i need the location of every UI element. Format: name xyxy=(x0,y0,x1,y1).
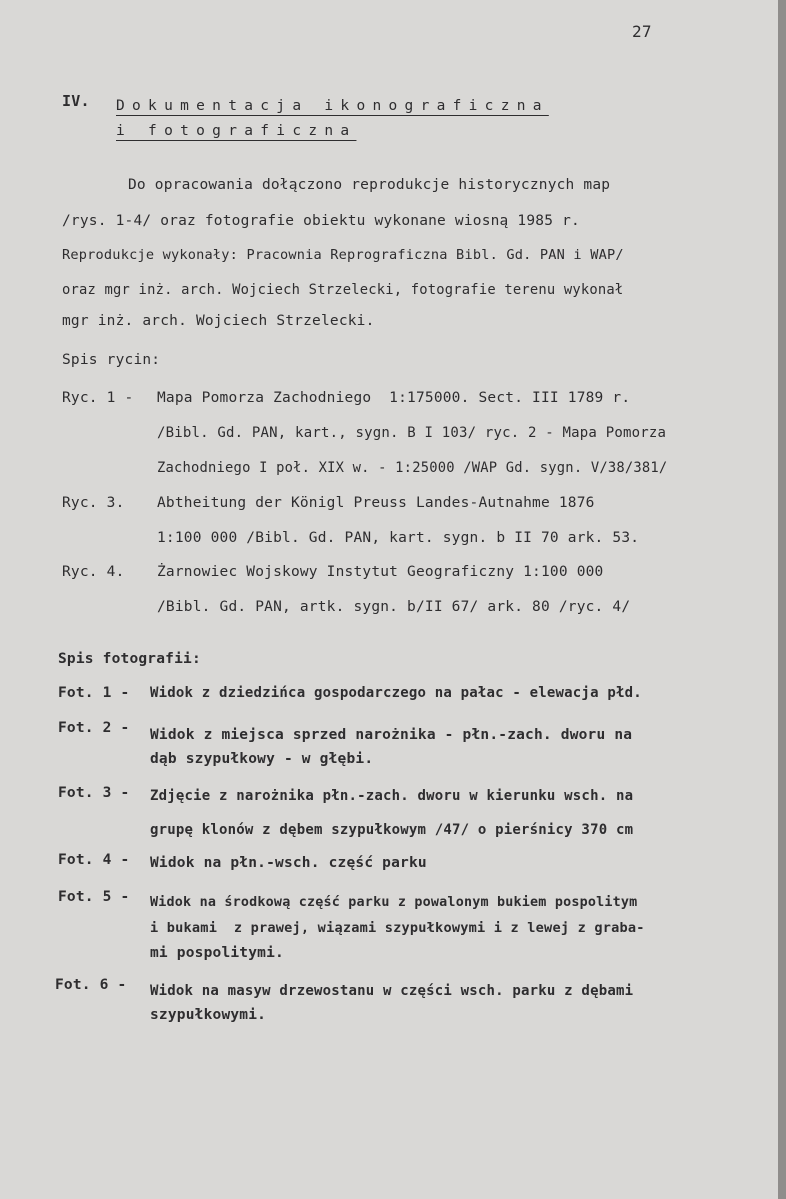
section-numeral: IV. xyxy=(62,92,90,110)
figure-description: Mapa Pomorza Zachodniego 1:175000. Sect. III 1789 r. xyxy=(157,390,631,406)
figure-description: /Bibl. Gd. PAN, artk. sygn. b/II 67/ ark. 80 /ryc. 4/ xyxy=(157,599,631,615)
figure-description: Abtheitung der Königl Preuss Landes-Autnahme 1876 xyxy=(157,495,595,511)
photo-description: Widok na płn.-wsch. część parku xyxy=(150,855,427,871)
photo-description: Zdjęcie z narożnika płn.-zach. dworu w kierunku wsch. na xyxy=(150,788,634,804)
figure-label: Ryc. 4. xyxy=(62,564,125,580)
figure-description: 1:100 000 /Bibl. Gd. PAN, kart. sygn. b II 70 ark. 53. xyxy=(157,530,640,546)
intro-line: Do opracowania dołączono reprodukcje historycznych map xyxy=(128,177,611,193)
photo-description: grupę klonów z dębem szypułkowym /47/ o pierśnicy 370 cm xyxy=(150,822,634,838)
intro-line: oraz mgr inż. arch. Wojciech Strzelecki, fotografie terenu wykonał xyxy=(62,282,624,298)
photo-description: i bukami z prawej, wiązami szypułkowymi i z lewej z graba- xyxy=(150,920,645,936)
photo-label: Fot. 2 - xyxy=(58,720,130,736)
photo-label: Fot. 1 - xyxy=(58,685,130,701)
photo-description: mi pospolitymi. xyxy=(150,945,284,961)
intro-line: mgr inż. arch. Wojciech Strzelecki. xyxy=(62,313,375,329)
photo-description: Widok z dziedzińca gospodarczego na pałac - elewacja płd. xyxy=(150,685,642,701)
section-heading-line1: Dokumentacja ikonograficzna xyxy=(116,98,549,114)
photo-description: dąb szypułkowy - w głębi. xyxy=(150,751,374,767)
photo-description: Widok na masyw drzewostanu w części wsch. parku z dębami xyxy=(150,983,634,999)
photo-description: szypułkowymi. xyxy=(150,1007,267,1023)
photo-description: Widok z miejsca sprzed narożnika - płn.-zach. dworu na xyxy=(150,727,633,743)
scan-edge xyxy=(778,0,786,1199)
figure-description: Żarnowiec Wojskowy Instytut Geograficzny 1:100 000 xyxy=(157,564,604,580)
photo-description: Widok na środkową część parku z powalonym bukiem pospolitym xyxy=(150,895,638,910)
photo-label: Fot. 4 - xyxy=(58,852,130,868)
section-heading-line2: i fotograficzna xyxy=(116,123,357,139)
intro-line: Reprodukcje wykonały: Pracownia Reprograficzna Bibl. Gd. PAN i WAP/ xyxy=(62,247,624,263)
page-number: 27 xyxy=(632,22,652,41)
figure-label: Ryc. 1 - xyxy=(62,390,134,406)
figures-title: Spis rycin: xyxy=(62,352,161,368)
figure-description: Zachodniego I poł. XIX w. - 1:25000 /WAP Gd. sygn. V/38/381/ xyxy=(157,460,668,476)
photos-title: Spis fotografii: xyxy=(58,651,201,667)
figure-description: /Bibl. Gd. PAN, kart., sygn. B I 103/ ryc. 2 - Mapa Pomorza xyxy=(157,425,667,441)
figure-label: Ryc. 3. xyxy=(62,495,125,511)
intro-line: /rys. 1-4/ oraz fotografie obiektu wykonane wiosną 1985 r. xyxy=(62,213,580,229)
photo-label: Fot. 6 - xyxy=(55,977,127,993)
photo-label: Fot. 3 - xyxy=(58,785,130,801)
photo-label: Fot. 5 - xyxy=(58,889,130,905)
